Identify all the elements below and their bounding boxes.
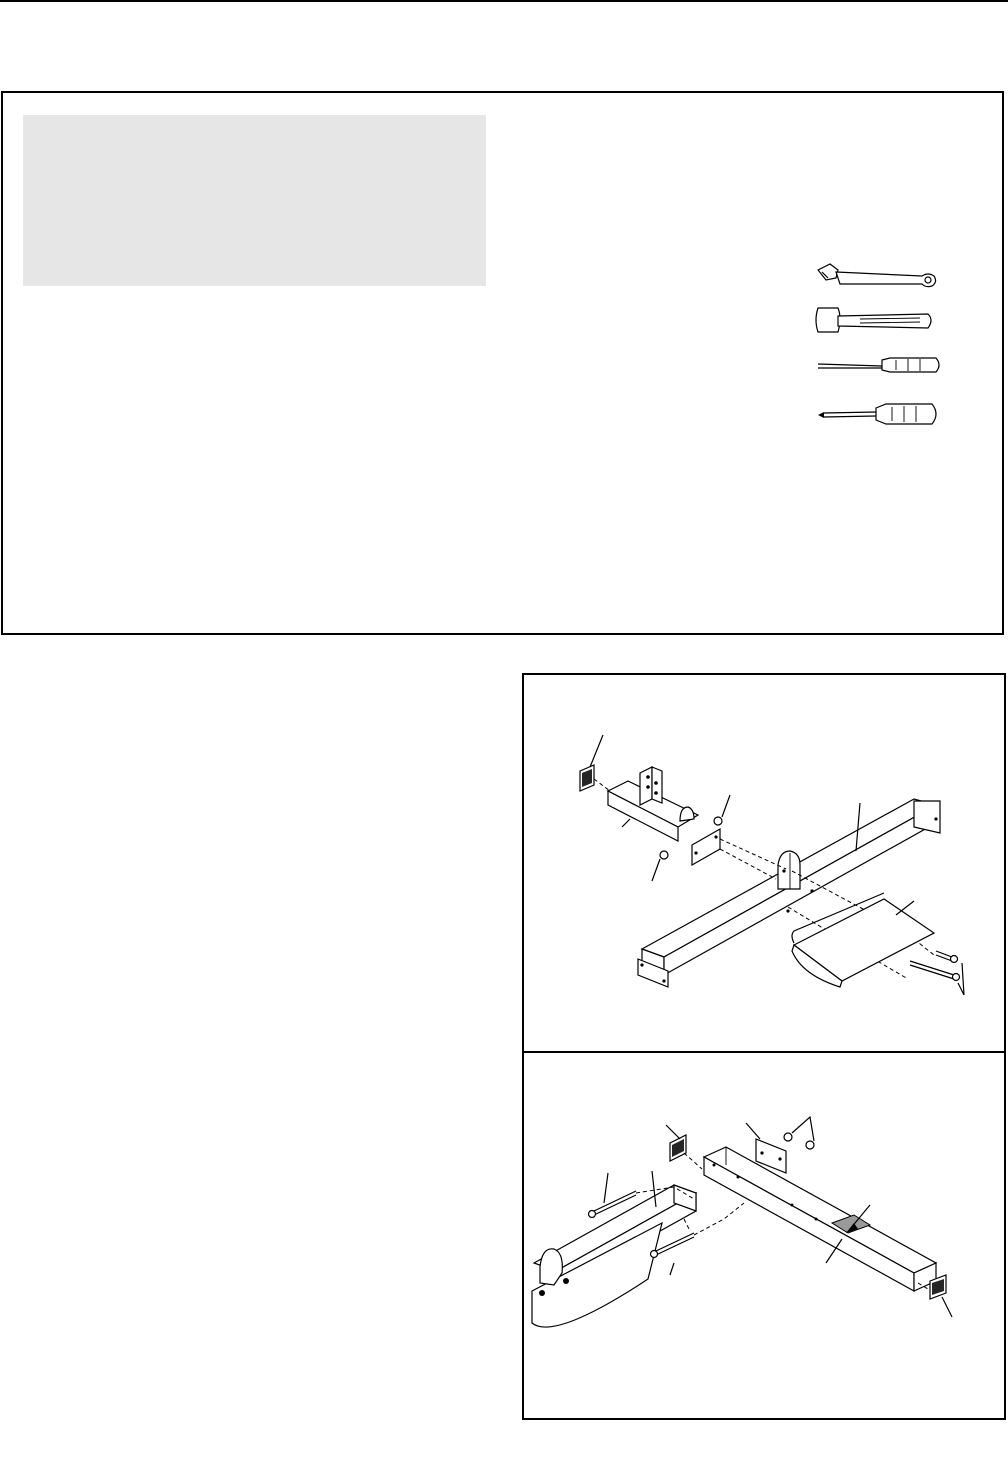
rear-tube-part [532, 1185, 696, 1327]
callout-line [792, 1117, 814, 1141]
phillips-screwdriver-icon [818, 404, 936, 424]
tools-illustration [800, 258, 950, 428]
header-rule [0, 0, 1008, 2]
callout-line [670, 1263, 674, 1275]
nut-part [784, 1133, 792, 1141]
upright-bracket-part [640, 767, 662, 805]
figure-2-front-tube [524, 1053, 1004, 1419]
adjustable-wrench-icon [818, 264, 936, 287]
dashed-guide [594, 779, 610, 791]
callout-line [590, 735, 603, 767]
dashed-guide [684, 1153, 702, 1169]
callout-line [942, 1297, 952, 1317]
figure-1-base-frame [524, 675, 1004, 1047]
bolt-part [910, 951, 960, 981]
rubber-mallet-icon [816, 308, 931, 332]
dashed-guide [720, 839, 786, 869]
callout-line [722, 795, 730, 817]
end-cap-part [670, 1135, 686, 1161]
tools-svg [800, 258, 950, 428]
callout-line [746, 1123, 760, 1139]
callout-line [666, 1125, 680, 1139]
end-plate-part [692, 829, 720, 865]
end-cap-part [580, 765, 594, 791]
flat-screwdriver-icon [818, 358, 939, 372]
front-tube-part [704, 1147, 936, 1291]
tray-plate-part [792, 893, 934, 987]
note-box [23, 115, 486, 286]
callout-line [604, 1173, 608, 1203]
figure-frame [522, 673, 1006, 1420]
dashed-guide [694, 1203, 744, 1235]
center-bracket-part [778, 851, 800, 889]
main-tube-part [638, 799, 940, 987]
dashed-guide [720, 849, 776, 879]
nut-part [806, 1141, 814, 1149]
dashed-guide [684, 1219, 690, 1231]
callout-line [622, 819, 630, 827]
callout-line [652, 859, 660, 881]
